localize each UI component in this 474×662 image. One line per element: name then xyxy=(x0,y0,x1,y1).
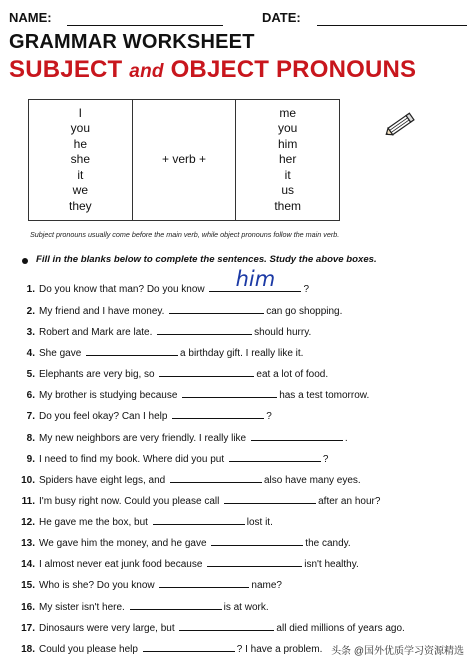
question-item xyxy=(9,303,342,317)
question-text: My sister isn't here. xyxy=(39,602,125,613)
question-text: I'm busy right now. Could you please call xyxy=(39,496,220,507)
answer-blank[interactable] xyxy=(130,599,222,610)
subject-pronoun: he xyxy=(73,136,88,151)
question-text: She gave xyxy=(39,348,82,359)
answer-blank[interactable] xyxy=(211,535,303,546)
object-pronoun: it xyxy=(284,167,291,182)
question-text: Who is she? Do you know xyxy=(39,580,155,591)
question-text-end: the candy. xyxy=(305,538,351,549)
subtitle-object: OBJECT PRONOUNS xyxy=(170,56,417,83)
answer-blank[interactable] xyxy=(143,641,235,652)
question-number: 2. xyxy=(26,306,35,317)
question-number: 7. xyxy=(26,411,35,422)
question-text-end: lost it. xyxy=(246,517,273,528)
question-number: 4. xyxy=(26,348,35,359)
question-text-end: all died millions of years ago. xyxy=(276,623,405,634)
bullet-icon xyxy=(22,258,28,264)
subject-pronoun-column xyxy=(29,100,132,220)
question-text: He gave me the box, but xyxy=(39,517,148,528)
answer-blank[interactable] xyxy=(170,472,262,483)
answer-blank[interactable] xyxy=(224,493,316,504)
question-item xyxy=(9,620,405,634)
subtitle-subject: SUBJECT xyxy=(9,56,123,83)
question-item xyxy=(9,430,348,444)
object-pronoun-column xyxy=(235,100,339,220)
question-item xyxy=(9,472,361,486)
subject-pronoun: she xyxy=(70,152,91,167)
answer-blank[interactable] xyxy=(86,345,178,356)
question-text: My friend and I have money. xyxy=(39,306,165,317)
question-number: 5. xyxy=(26,369,35,380)
date-label: DATE: xyxy=(262,10,301,25)
subject-pronoun: you xyxy=(70,121,91,136)
question-item xyxy=(9,493,380,507)
question-number: 17. xyxy=(21,623,35,634)
subtitle-and: and xyxy=(129,61,164,82)
header-row xyxy=(9,8,466,28)
subject-pronoun: they xyxy=(68,198,92,213)
name-field[interactable] xyxy=(67,25,223,26)
question-number: 10. xyxy=(21,475,35,486)
question-number: 12. xyxy=(21,517,35,528)
question-text-end: ? xyxy=(322,454,329,465)
subject-pronoun: we xyxy=(72,183,88,198)
object-pronoun: them xyxy=(274,198,302,213)
question-number: 15. xyxy=(21,580,35,591)
subject-pronoun: I xyxy=(78,106,82,121)
question-text: Could you please help xyxy=(39,644,138,655)
pronoun-note: Subject pronouns usually come before the main verb, while object pronouns follow the main verb. xyxy=(30,230,340,239)
handwritten-answer: him xyxy=(235,267,276,291)
answer-blank[interactable] xyxy=(172,408,264,419)
question-text: Spiders have eight legs, and xyxy=(39,475,166,486)
object-pronoun: her xyxy=(279,152,297,167)
answer-blank[interactable] xyxy=(182,387,277,398)
answer-blank[interactable] xyxy=(207,556,302,567)
name-label: NAME: xyxy=(9,10,52,25)
object-pronoun: us xyxy=(281,183,295,198)
worksheet-title: GRAMMAR WORKSHEET xyxy=(9,31,255,53)
answer-blank[interactable] xyxy=(159,577,249,588)
question-item xyxy=(9,324,311,338)
question-text-end: . xyxy=(344,433,348,444)
watermark: 头条 @国外优质学习资源精选 xyxy=(331,642,464,657)
question-number: 6. xyxy=(26,390,35,401)
answer-blank[interactable] xyxy=(169,303,264,314)
answer-blank[interactable] xyxy=(229,451,321,462)
question-text-end: a birthday gift. I really like it. xyxy=(180,348,304,359)
question-text-end: after an hour? xyxy=(318,496,381,507)
question-text: I need to find my book. Where did you put xyxy=(39,454,225,465)
question-item xyxy=(9,514,273,528)
question-item xyxy=(9,408,272,422)
question-text-end: also have many eyes. xyxy=(263,475,361,486)
question-text: Do you know that man? Do you know xyxy=(39,284,205,295)
object-pronoun: him xyxy=(278,136,298,151)
question-text-end: ? I have a problem. xyxy=(236,644,323,655)
question-item xyxy=(9,366,328,380)
question-text-end: isn't healthy. xyxy=(304,559,359,570)
question-number: 16. xyxy=(21,602,35,613)
question-item xyxy=(9,345,303,359)
question-item xyxy=(9,535,351,549)
question-text-end: can go shopping. xyxy=(266,306,343,317)
question-text: Robert and Mark are late. xyxy=(39,327,153,338)
question-number: 9. xyxy=(26,454,35,465)
instructions: Fill in the blanks below to complete the sentences. Study the above boxes. xyxy=(36,254,377,265)
answer-blank[interactable] xyxy=(209,267,301,292)
verb-label: + verb + xyxy=(161,152,207,167)
question-number: 18. xyxy=(21,644,35,655)
answer-blank[interactable] xyxy=(251,430,343,441)
question-text: My brother is studying because xyxy=(39,390,178,401)
question-number: 14. xyxy=(21,559,35,570)
question-text: Dinosaurs were very large, but xyxy=(39,623,175,634)
question-number: 13. xyxy=(21,538,35,549)
verb-column xyxy=(132,100,236,220)
pronoun-table xyxy=(28,99,340,221)
answer-blank[interactable] xyxy=(153,514,245,525)
question-item xyxy=(9,451,328,465)
question-item xyxy=(9,387,369,401)
question-text: I almost never eat junk food because xyxy=(39,559,203,570)
worksheet-subtitle xyxy=(9,56,416,84)
question-text-end: is at work. xyxy=(223,602,269,613)
question-text-end: ? xyxy=(266,411,272,422)
question-item xyxy=(9,556,359,570)
question-number: 3. xyxy=(26,327,35,338)
question-item xyxy=(9,641,322,655)
question-number: 1. xyxy=(26,284,35,295)
question-item xyxy=(9,599,269,613)
answer-blank[interactable] xyxy=(179,620,274,631)
question-text: Elephants are very big, so xyxy=(39,369,155,380)
question-item xyxy=(9,577,282,591)
subject-pronoun: it xyxy=(77,167,84,182)
date-field[interactable] xyxy=(317,25,467,26)
question-text: My new neighbors are very friendly. I really like xyxy=(39,433,247,444)
question-text: Do you feel okay? Can I help xyxy=(39,411,168,422)
answer-blank[interactable] xyxy=(159,366,254,377)
question-text-end: ? xyxy=(303,284,309,295)
pencil-icon xyxy=(383,106,419,142)
question-text-end: name? xyxy=(251,580,282,591)
question-text-end: should hurry. xyxy=(254,327,312,338)
question-text-end: eat a lot of food. xyxy=(256,369,329,380)
object-pronoun: you xyxy=(278,121,298,136)
question-number: 11. xyxy=(21,496,35,507)
question-text: We gave him the money, and he gave xyxy=(39,538,207,549)
answer-blank[interactable] xyxy=(157,324,252,335)
question-item xyxy=(9,267,309,295)
question-text-end: has a test tomorrow. xyxy=(279,390,370,401)
question-number: 8. xyxy=(26,433,35,444)
object-pronoun: me xyxy=(279,106,297,121)
